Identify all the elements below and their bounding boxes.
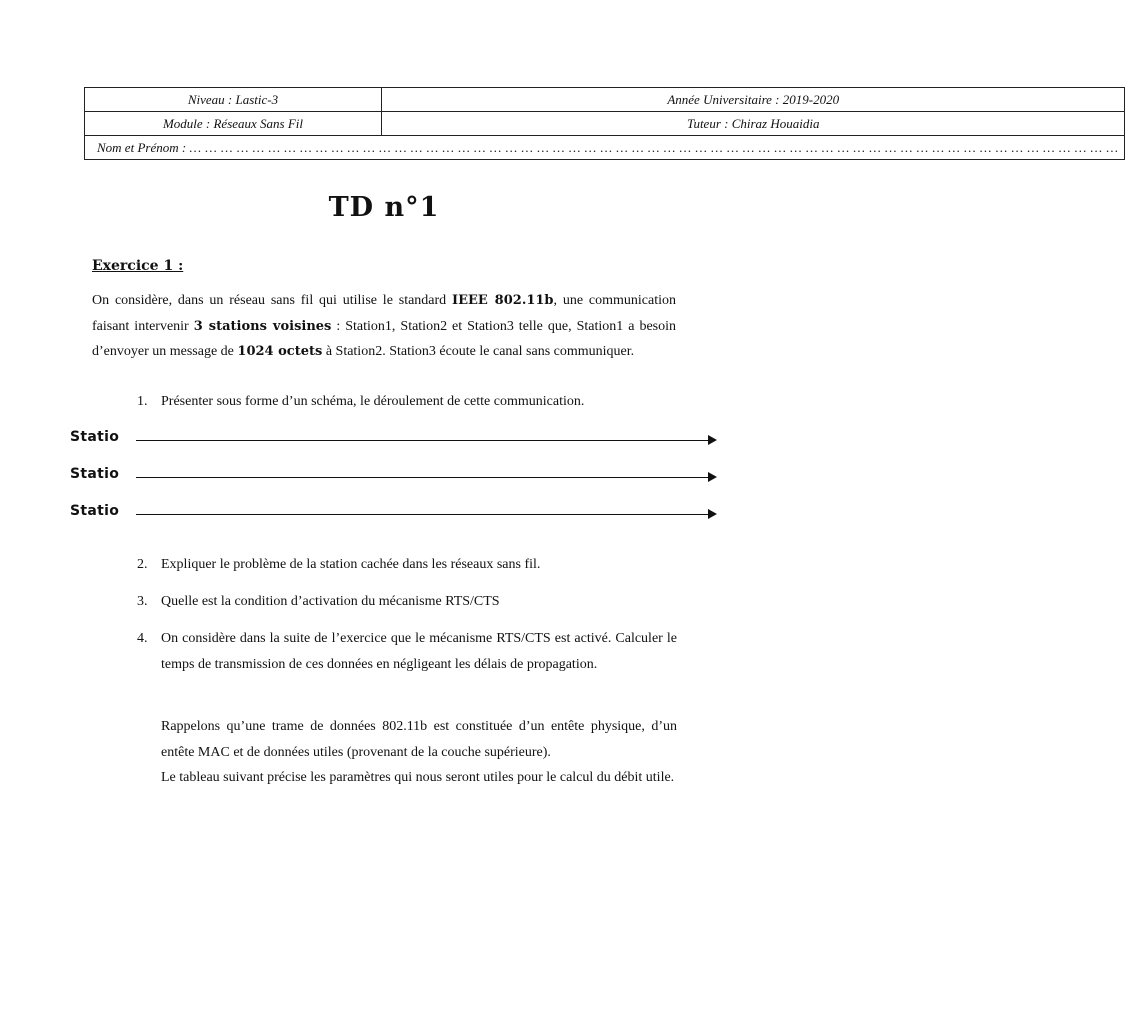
question-text: On considère dans la suite de l’exercice que le mécanisme RTS/CTS est activé. Calculer le temps de transmission de ces données en négligeant les délais de propagation. xyxy=(161,631,677,672)
question-3 xyxy=(137,589,677,615)
note-text-2: Le tableau suivant précise les paramètres qui nous seront utiles pour le calcul du débit utile. xyxy=(161,770,675,785)
intro-text-1: On considère, dans un réseau sans fil qui utilise le standard xyxy=(92,293,453,308)
header-row-3 xyxy=(85,136,1125,160)
station-row-3 xyxy=(70,503,720,525)
question-text: Expliquer le problème de la station cachée dans les réseaux sans fil. xyxy=(161,557,541,572)
question-4 xyxy=(137,626,677,677)
intro-bold-standard: IEEE 802.11b xyxy=(452,293,554,308)
intro-bold-stations: 3 stations voisines xyxy=(193,318,332,334)
nom-prenom-dots: … … … … … … … … … … … … … … … … … … … … … … … … … … … … … … … … … … … … … … … … … … … … … … … … … … … … … … … … … … … xyxy=(189,139,1119,155)
note-text-1: Rappelons qu’une trame de données 802.11b est constituée d’un entête physique, d’un entête MAC et de données utiles (provenant de la couche supérieure). xyxy=(161,719,677,760)
question-text: Présenter sous forme d’un schéma, le déroulement de cette communication. xyxy=(161,394,585,409)
timeline-line xyxy=(136,514,710,515)
question-text: Quelle est la condition d’activation du mécanisme RTS/CTS xyxy=(161,594,500,609)
header-row-2 xyxy=(85,112,1125,136)
note-paragraph-1 xyxy=(161,714,677,791)
question-number: 3. xyxy=(137,594,148,609)
station-row-2 xyxy=(70,466,720,488)
niveau-cell: Niveau : Lastic-3 xyxy=(85,88,382,112)
question-number: 2. xyxy=(137,557,148,572)
intro-bold-octets: 1024 octets xyxy=(237,344,323,359)
arrow-right-icon xyxy=(708,509,717,519)
module-cell: Module : Réseaux Sans Fil xyxy=(85,112,382,136)
intro-text-2: , une communication faisant intervenir xyxy=(92,293,676,334)
station-row-1 xyxy=(70,429,720,451)
nom-prenom-label: Nom et Prénom : xyxy=(97,139,187,155)
question-1 xyxy=(137,389,677,415)
intro-text-3: : Station1, Station2 et Station3 telle que, Station1 a besoin d’envoyer un message de xyxy=(92,318,676,359)
page-title: TD n°1 xyxy=(328,192,440,223)
station-label: Statio xyxy=(70,429,120,445)
arrow-right-icon xyxy=(708,472,717,482)
annee-cell: Année Universitaire : 2019-2020 xyxy=(382,88,1125,112)
tuteur-cell: Tuteur : Chiraz Houaidia xyxy=(382,112,1125,136)
station-label: Statio xyxy=(70,466,120,482)
intro-text-4: à Station2. Station3 écoute le canal sans communiquer. xyxy=(322,344,635,359)
timeline-line xyxy=(136,440,710,441)
exercise-intro xyxy=(92,288,676,365)
header-table xyxy=(84,87,1125,160)
exercise-title: Exercice 1 : xyxy=(92,258,184,274)
header-row-1 xyxy=(85,88,1125,112)
question-number: 4. xyxy=(137,631,148,646)
arrow-right-icon xyxy=(708,435,717,445)
question-number: 1. xyxy=(137,394,148,409)
nom-prenom-cell xyxy=(85,136,1125,160)
station-label: Statio xyxy=(70,503,120,519)
timeline-line xyxy=(136,477,710,478)
question-2 xyxy=(137,552,677,578)
